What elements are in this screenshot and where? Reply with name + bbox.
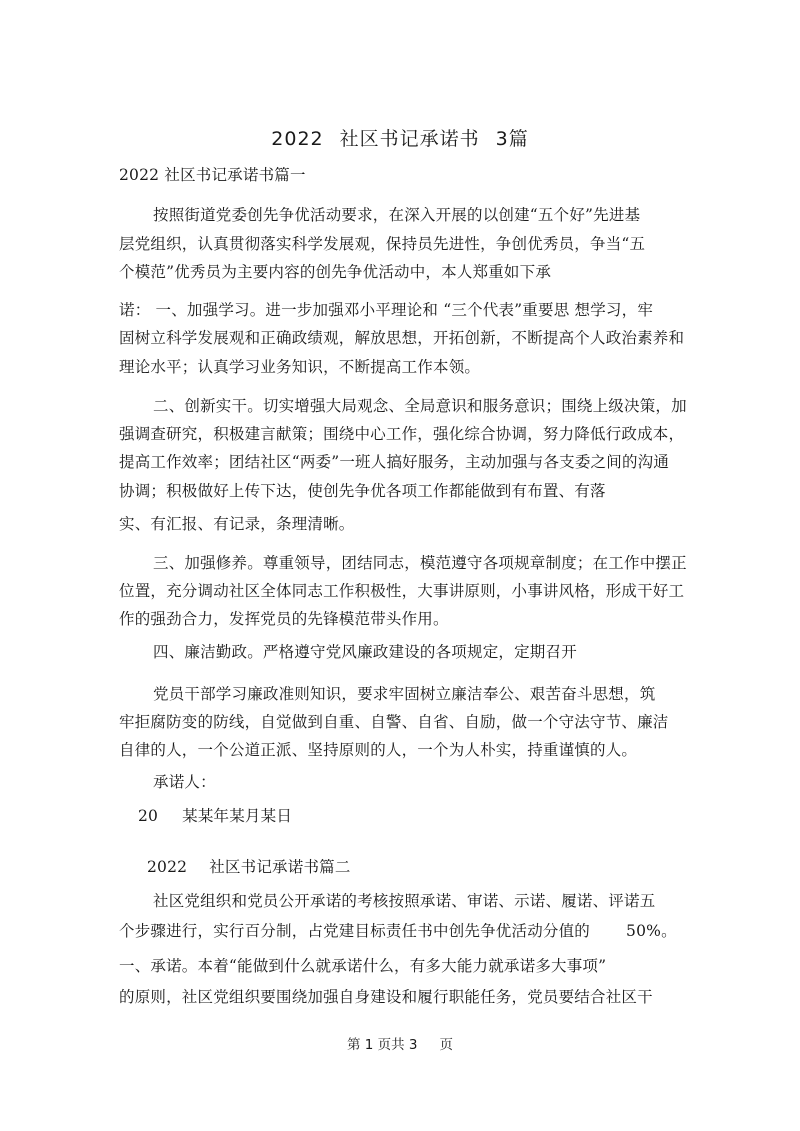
paragraph-line: 固树立科学发展观和正确政绩观，解放思想，开拓创新，不断提高个人政治素养和 [119,329,685,347]
paragraph-line: 的原则，社区党组织要围绕加强自身建设和履行职能任务，党员要结合社区干 [119,988,653,1006]
paragraph-line: 社区党组织和党员公开承诺的考核按照承诺、审诺、示诺、履诺、评诺五 [153,892,656,910]
paragraph-line: 层党组织，认真贯彻落实科学发展观，保持员先进性，争创优秀员，争当“五 [119,235,646,253]
paragraph-line: 按照街道党委创先争优活动要求，在深入开展的以创建“五个好”先进基 [153,206,641,224]
paragraph-text: 个步骤进行，实行百分制，占党建目标责任书中创先争优活动分值的 [119,922,591,940]
title-count: 3篇 [495,128,529,150]
title-main: 社区书记承诺书 [339,128,480,150]
paragraph-line: 实、有汇报、有记录，条理清晰。 [119,515,355,533]
section2-text: 社区书记承诺书篇二 [209,858,351,876]
footer-page-suffix: 页 [439,1037,454,1053]
section2-year: 2022 [147,858,188,876]
paragraph-line: 理论水平；认真学习业务知识，不断提高工作本领。 [119,358,481,376]
paragraph-line: 作的强劲合力，发挥党员的先锋模范带头作用。 [119,610,449,628]
section-heading-2 [147,857,351,877]
section-heading-1: 2022 社区书记承诺书篇一 [119,166,306,184]
date-line [138,806,292,826]
paragraph-line: 牢拒腐防变的防线，自觉做到自重、自警、自省、自励，做一个守法守节、廉洁 [119,713,669,731]
page-footer [0,1036,800,1054]
paragraph-line: 位置，充分调动社区全体同志工作积极性，大事讲原则，小事讲风格，形成干好工 [119,582,685,600]
paragraph-line: 一、承诺。本着“能做到什么就承诺什么，有多大能力就承诺多大事项” [119,957,607,975]
paragraph-line: 提高工作效率；团结社区“两委”一班人搞好服务，主动加强与各支委之间的沟通 [119,453,670,471]
paragraph-line: 协调；积极做好上传下达，使创先争优各项工作都能做到有布置、有落 [119,482,606,500]
document-title [0,126,800,152]
paragraph-line: 诺： 一、加强学习。进一步加强邓小平理论和 “三个代表”重要思 想学习，牢 [119,301,654,319]
paragraph-line: 四、廉洁勤政。严格遵守党风廉政建设的各项规定，定期召开 [153,643,577,661]
paragraph-line [119,921,677,941]
paragraph-line: 三、加强修养。尊重领导，团结同志，模范遵守各项规章制度；在工作中摆正 [153,554,687,572]
paragraph-line: 自律的人，一个公道正派、坚持原则的人，一个为人朴实，持重谨慎的人。 [119,741,638,759]
paragraph-line: 二、创新实干。切实增强大局观念、全局意识和服务意识；围绕上级决策，加 [153,397,687,415]
footer-page-number: 第 1 页共 3 [346,1037,418,1053]
paragraph-line: 党员干部学习廉政准则知识，要求牢固树立廉洁奉公、艰苦奋斗思想，筑 [153,685,656,703]
paragraph-line: 强调查研究，积极建言献策；围绕中心工作，强化综合协调，努力降低行政成本， [119,425,685,443]
paragraph-line: 个模范”优秀员为主要内容的创先争优活动中，本人郑重如下承 [119,263,552,281]
title-year: 2022 [271,128,324,150]
signatory-label: 承诺人： [153,773,216,791]
date-year: 20 [138,807,159,825]
date-text: 某某年某月某日 [182,807,293,825]
percent-value: 50%。 [626,922,677,940]
